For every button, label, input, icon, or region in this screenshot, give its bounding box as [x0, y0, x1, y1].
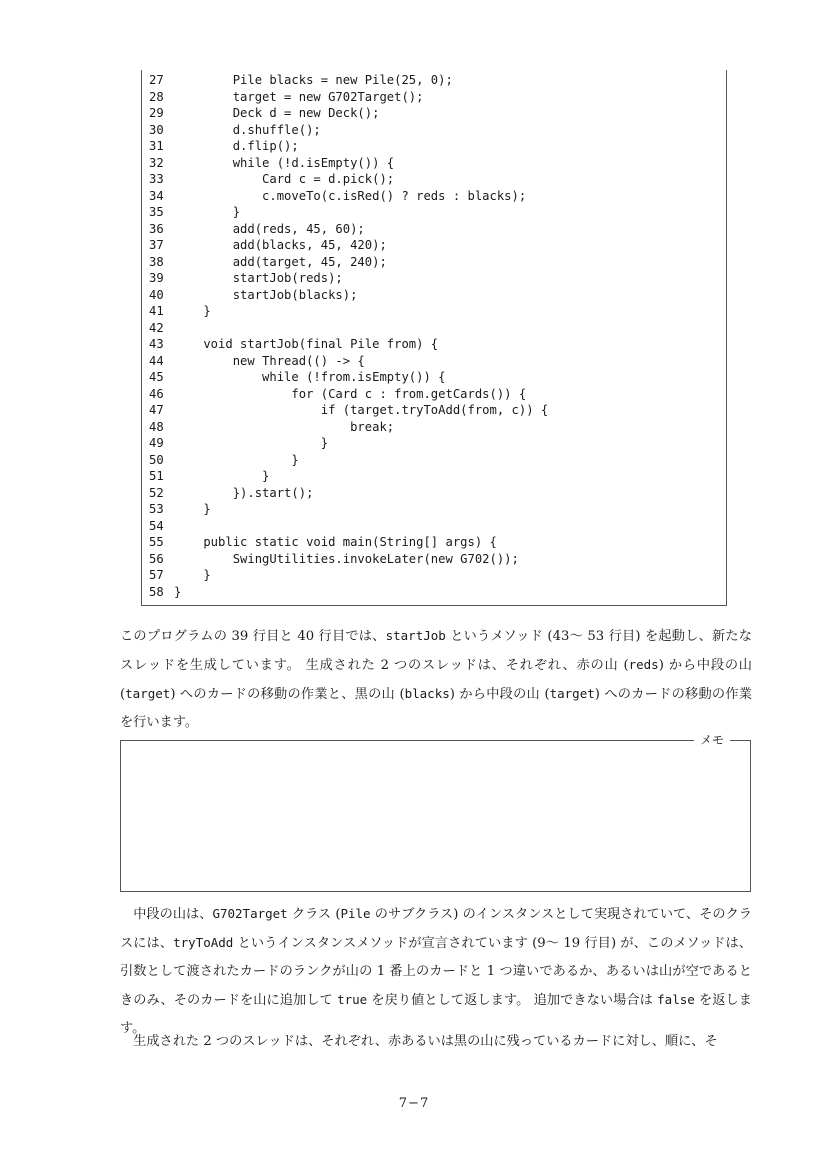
- code-line: [149, 501, 548, 518]
- line-number: 53: [149, 502, 164, 516]
- code-text: }: [174, 584, 182, 599]
- code-line: [149, 221, 548, 238]
- line-number: 43: [149, 337, 164, 351]
- code-line: [149, 72, 548, 89]
- line-number: 28: [149, 89, 164, 104]
- code-text: }: [174, 205, 241, 219]
- code-line: [149, 518, 548, 535]
- line-number: 38: [149, 254, 164, 269]
- line-number: 44: [149, 353, 164, 368]
- code-text: while (!d.isEmpty()) {: [174, 155, 395, 170]
- code-line: [149, 402, 548, 419]
- code-line: [149, 105, 548, 122]
- code-line: [149, 369, 548, 386]
- code-text: if (target.tryToAdd(from, c)) {: [174, 403, 549, 417]
- code-text: }).start();: [174, 485, 314, 500]
- code-text: }: [174, 502, 211, 516]
- code-text: new Thread(() -> {: [174, 353, 365, 368]
- line-number: 27: [149, 73, 164, 87]
- code-text: }: [174, 436, 329, 450]
- code-line: [149, 270, 548, 287]
- code-line: [149, 171, 548, 188]
- code-line: [149, 534, 548, 551]
- line-number: 51: [149, 469, 164, 483]
- paragraph-g702target: 中段の山は、G702Target クラス (Pile のサブクラス) のインスタンスとして実現されていて、そのクラスには、tryToAdd というインスタンスメソッドが宣言されています (9～ 19 行目) が、このメソッドは、引数として渡されたカードのランクが山の 1 番上のカードと 1 つ違いであるか、あるいは山が空であるときのみ、そのカードを山に追加して true を戻り値として返します。 追加できない場合は false を返します。: [120, 906, 752, 1036]
- line-number: 52: [149, 485, 164, 500]
- code-text: startJob(reds);: [174, 271, 343, 285]
- code-line: [149, 303, 548, 320]
- code-text: public static void main(String[] args) {: [174, 535, 497, 549]
- code-line: [149, 468, 548, 485]
- code-line: [149, 89, 548, 106]
- line-number: 37: [149, 238, 164, 252]
- line-number: 32: [149, 155, 164, 170]
- line-number: 58: [149, 584, 164, 599]
- line-number: 31: [149, 139, 164, 153]
- memo-label: メモ: [694, 731, 730, 749]
- line-number: 45: [149, 370, 164, 384]
- code-line: [149, 138, 548, 155]
- code-line: [149, 336, 548, 353]
- code-line: [149, 122, 548, 139]
- code-listing: [149, 72, 548, 600]
- code-line: [149, 320, 548, 337]
- code-text: Pile blacks = new Pile(25, 0);: [174, 73, 453, 87]
- page-number: 7−7: [398, 1096, 430, 1111]
- code-line: [149, 386, 548, 403]
- code-text: startJob(blacks);: [174, 287, 358, 302]
- line-number: 41: [149, 304, 164, 318]
- code-text: Deck d = new Deck();: [174, 106, 380, 120]
- code-text: d.flip();: [174, 139, 299, 153]
- line-number: 29: [149, 106, 164, 120]
- line-number: 57: [149, 568, 164, 582]
- line-number: 46: [149, 386, 164, 401]
- code-text: add(target, 45, 240);: [174, 254, 387, 269]
- line-number: 30: [149, 122, 164, 137]
- code-text: break;: [174, 419, 395, 434]
- code-text: add(reds, 45, 60);: [174, 221, 365, 236]
- paragraph-threads: 生成された 2 つのスレッドは、それぞれ、赤あるいは黒の山に残っているカードに対し、順に、そ: [120, 1034, 718, 1049]
- code-line: [149, 188, 548, 205]
- code-text: d.shuffle();: [174, 122, 321, 137]
- code-text: add(blacks, 45, 420);: [174, 238, 387, 252]
- code-line: [149, 353, 548, 370]
- code-text: void startJob(final Pile from) {: [174, 337, 439, 351]
- line-number: 56: [149, 551, 164, 566]
- code-line: [149, 419, 548, 436]
- line-number: 48: [149, 419, 164, 434]
- code-text: }: [174, 469, 270, 483]
- line-number: 54: [149, 518, 164, 533]
- line-number: 42: [149, 320, 164, 335]
- code-line: [149, 551, 548, 568]
- line-number: 33: [149, 172, 164, 186]
- code-text: }: [174, 304, 211, 318]
- code-line: [149, 435, 548, 452]
- code-line: [149, 155, 548, 172]
- code-line: [149, 567, 548, 584]
- line-number: 49: [149, 436, 164, 450]
- code-line: [149, 452, 548, 469]
- code-text: c.moveTo(c.isRed() ? reds : blacks);: [174, 188, 527, 203]
- code-text: }: [174, 452, 299, 467]
- line-number: 55: [149, 535, 164, 549]
- code-line: [149, 287, 548, 304]
- line-number: 39: [149, 271, 164, 285]
- line-number: 34: [149, 188, 164, 203]
- code-line: [149, 237, 548, 254]
- line-number: 35: [149, 205, 164, 219]
- line-number: 40: [149, 287, 164, 302]
- code-text: target = new G702Target();: [174, 89, 424, 104]
- memo-box[interactable]: [120, 733, 751, 892]
- code-text: while (!from.isEmpty()) {: [174, 370, 446, 384]
- line-number: 47: [149, 403, 164, 417]
- paragraph-startjob: このプログラムの 39 行目と 40 行目では、startJob というメソッド (43～ 53 行目) を起動し、新たなスレッドを生成しています。 生成された 2 つのスレッドは、それぞれ、赤の山 (reds) から中段の山 (target) へのカードの移動の作業と、黒の山 (blacks) から中段の山 (target) へのカードの移動の作業を行います。: [120, 628, 752, 730]
- code-text: for (Card c : from.getCards()) {: [174, 386, 527, 401]
- code-line: [149, 485, 548, 502]
- line-number: 36: [149, 221, 164, 236]
- code-text: }: [174, 568, 211, 582]
- code-line: [149, 204, 548, 221]
- code-text: Card c = d.pick();: [174, 172, 395, 186]
- code-text: SwingUtilities.invokeLater(new G702());: [174, 551, 519, 566]
- code-line: [149, 584, 548, 601]
- line-number: 50: [149, 452, 164, 467]
- code-line: [149, 254, 548, 271]
